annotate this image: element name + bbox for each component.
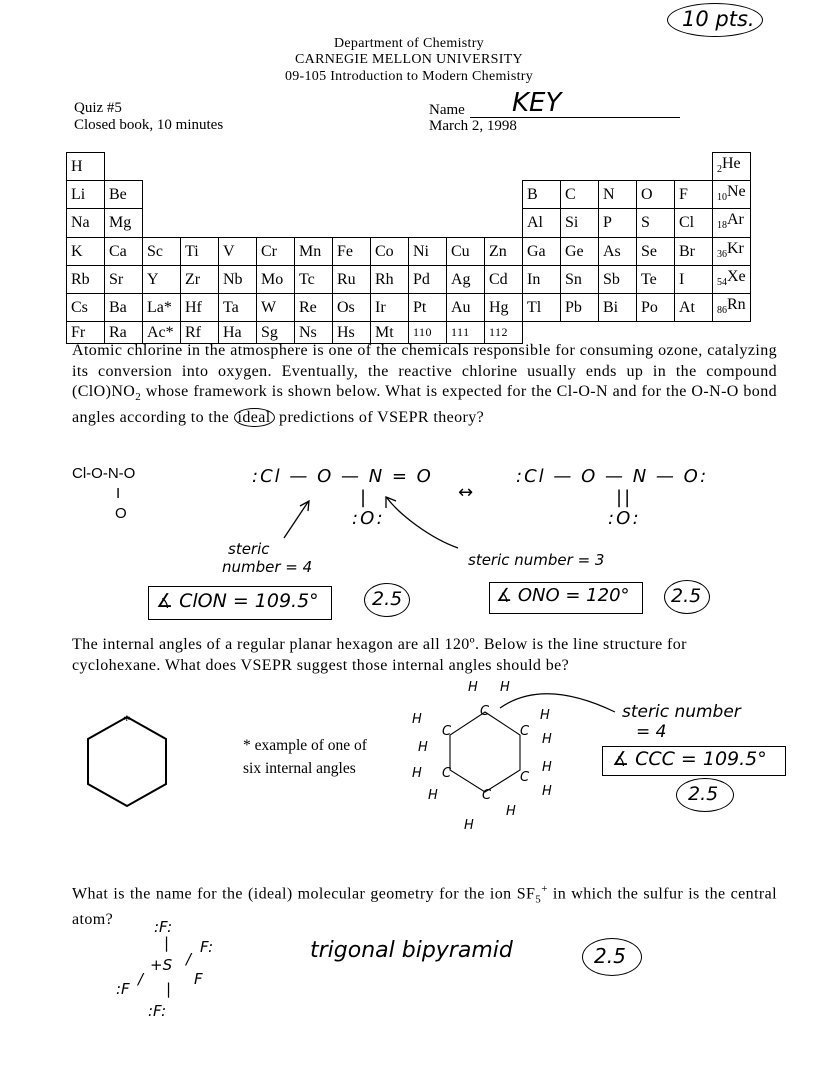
element-cell: Ti — [181, 237, 219, 265]
element-cell: Sn — [561, 265, 599, 293]
element-cell: Sr — [105, 265, 143, 293]
element-cell: Tc — [295, 265, 333, 293]
element-cell: $_2$He — [713, 153, 751, 181]
score-4: 2.5 — [594, 944, 626, 968]
element-cell: Cs — [67, 293, 105, 321]
angle-note: * example of one of six internal angles — [243, 737, 367, 777]
element-cell: Ir — [371, 293, 409, 321]
ideal-circled-word: ideal — [234, 408, 275, 427]
sf5-structure: :F: | F: +S / / F | :F :F: — [116, 918, 214, 1020]
score-2: 2.5 — [671, 585, 702, 607]
element-cell: $_{18}$Ar — [713, 209, 751, 237]
element-cell: Zn — [485, 237, 523, 265]
element-cell: Mn — [295, 237, 333, 265]
resonance-arrow: ↔ — [458, 482, 474, 503]
steric-label-q2: steric number = 4 — [622, 702, 741, 742]
element-cell: Ra — [105, 322, 143, 344]
element-cell: Se — [637, 237, 675, 265]
element-cell: Os — [333, 293, 371, 321]
name-value: KEY — [512, 88, 562, 118]
element-cell: Si — [561, 209, 599, 237]
element-cell: F — [675, 181, 713, 209]
element-cell: P — [599, 209, 637, 237]
q1-text: Atomic chlorine in the atmosphere is one of the chemicals responsible for consuming ozone, catalyzing its conversion into oxygen. Eventually, the reactive chlorine usually ends up in the compound $(ClO)NO_2$ whose framework is shown below. What is expected for the Cl-O-N and for the O-N-O bond angles according to the ideal predictions of VSEPR theory? — [72, 342, 777, 426]
answer-geometry: trigonal bipyramid — [310, 938, 513, 963]
element-cell: Y — [143, 265, 181, 293]
element-cell: Mo — [257, 265, 295, 293]
element-cell: Fr — [67, 322, 105, 344]
quiz-date: March 2, 1998 — [429, 118, 517, 134]
element-cell: Na — [67, 209, 105, 237]
name-label: Name — [429, 102, 465, 118]
element-cell: Ag — [447, 265, 485, 293]
element-cell: $_{36}$Kr — [713, 237, 751, 265]
element-cell: Ac* — [143, 322, 181, 344]
element-cell: O — [637, 181, 675, 209]
steric-3-label: steric number = 3 — [468, 551, 605, 569]
element-cell: Ca — [105, 237, 143, 265]
element-cell: Fe — [333, 237, 371, 265]
element-cell: Ru — [333, 265, 371, 293]
answer-ccc: ∡ CCC = 109.5° — [612, 748, 767, 770]
element-cell: Sg — [257, 322, 295, 344]
element-cell: Rb — [67, 265, 105, 293]
element-cell: Mg — [105, 209, 143, 237]
element-cell: H — [67, 153, 105, 181]
element-cell: Sc — [143, 237, 181, 265]
answer-ono: ∡ ONO = 120° — [496, 585, 630, 606]
element-cell: Pd — [409, 265, 447, 293]
element-cell: Au — [447, 293, 485, 321]
element-cell: Hs — [333, 322, 371, 344]
element-cell: Cd — [485, 265, 523, 293]
lewis-structure-1: :Cl — O — N = O | :O: — [252, 466, 433, 529]
element-cell: Mt — [371, 322, 409, 344]
element-cell: Co — [371, 237, 409, 265]
element-cell: Tl — [523, 293, 561, 321]
element-cell: Zr — [181, 265, 219, 293]
element-cell: V — [219, 237, 257, 265]
element-cell: Br — [675, 237, 713, 265]
department: Department of Chemistry — [334, 36, 484, 51]
answer-clon: ∡ ClON = 109.5° — [156, 590, 319, 612]
element-cell: Re — [295, 293, 333, 321]
element-cell: N — [599, 181, 637, 209]
university: CARNEGIE MELLON UNIVERSITY — [295, 52, 523, 67]
element-cell: $_{10}$Ne — [713, 181, 751, 209]
element-cell: Sb — [599, 265, 637, 293]
element-cell: Po — [637, 293, 675, 321]
element-cell: B — [523, 181, 561, 209]
element-cell: Ns — [295, 322, 333, 344]
cyclohexane-atoms: H H C H H C C H H H C C H H C H H H — [412, 680, 552, 833]
element-cell: Ge — [561, 237, 599, 265]
score-1: 2.5 — [372, 588, 403, 610]
element-cell: $_{86}$Rn — [713, 293, 751, 321]
element-cell: Ba — [105, 293, 143, 321]
element-cell: Cr — [257, 237, 295, 265]
element-cell: Ha — [219, 322, 257, 344]
element-cell: In — [523, 265, 561, 293]
quiz-conditions: Closed book, 10 minutes — [74, 117, 224, 133]
element-cell: Ni — [409, 237, 447, 265]
hexagon-asterisk: * — [123, 713, 131, 729]
element-cell: Hf — [181, 293, 219, 321]
element-cell: Cu — [447, 237, 485, 265]
element-cell: Al — [523, 209, 561, 237]
course-title: 09-105 Introduction to Modern Chemistry — [284, 69, 534, 84]
steric-4-label: steric number = 4 — [222, 540, 313, 576]
q2-text: The internal angles of a regular planar hexagon are all 120º. Below is the line structure for cyclohexane. What does VSEPR suggest those internal angles should be? — [72, 636, 687, 674]
element-cell: 112 — [485, 322, 523, 344]
element-cell: I — [675, 265, 713, 293]
element-cell: As — [599, 237, 637, 265]
score-3: 2.5 — [688, 783, 719, 805]
element-cell: K — [67, 237, 105, 265]
element-cell: Rf — [181, 322, 219, 344]
q3-text: What is the name for the (ideal) molecular geometry for the ion $SF_5^+$ in which the sulfur is the central atom? — [72, 883, 777, 929]
element-cell: Nb — [219, 265, 257, 293]
lewis-structure-2: :Cl — O — N — O: || :O: — [516, 466, 709, 529]
points-label: 10 pts. — [682, 7, 755, 31]
framework-formula: Cl-O-N-O I O — [72, 465, 136, 522]
element-cell: Te — [637, 265, 675, 293]
element-cell: 110 — [409, 322, 447, 344]
element-cell: Pb — [561, 293, 599, 321]
element-cell: Be — [105, 181, 143, 209]
element-cell: $_{54}$Xe — [713, 265, 751, 293]
element-cell: Ga — [523, 237, 561, 265]
element-cell: C — [561, 181, 599, 209]
element-cell: 111 — [447, 322, 485, 344]
element-cell: Hg — [485, 293, 523, 321]
element-cell: Cl — [675, 209, 713, 237]
element-cell: La* — [143, 293, 181, 321]
element-cell: At — [675, 293, 713, 321]
element-cell: Bi — [599, 293, 637, 321]
element-cell: W — [257, 293, 295, 321]
element-cell: Pt — [409, 293, 447, 321]
element-cell: Li — [67, 181, 105, 209]
quiz-number: Quiz #5 — [74, 100, 122, 116]
element-cell: S — [637, 209, 675, 237]
element-cell: Ta — [219, 293, 257, 321]
element-cell: Rh — [371, 265, 409, 293]
